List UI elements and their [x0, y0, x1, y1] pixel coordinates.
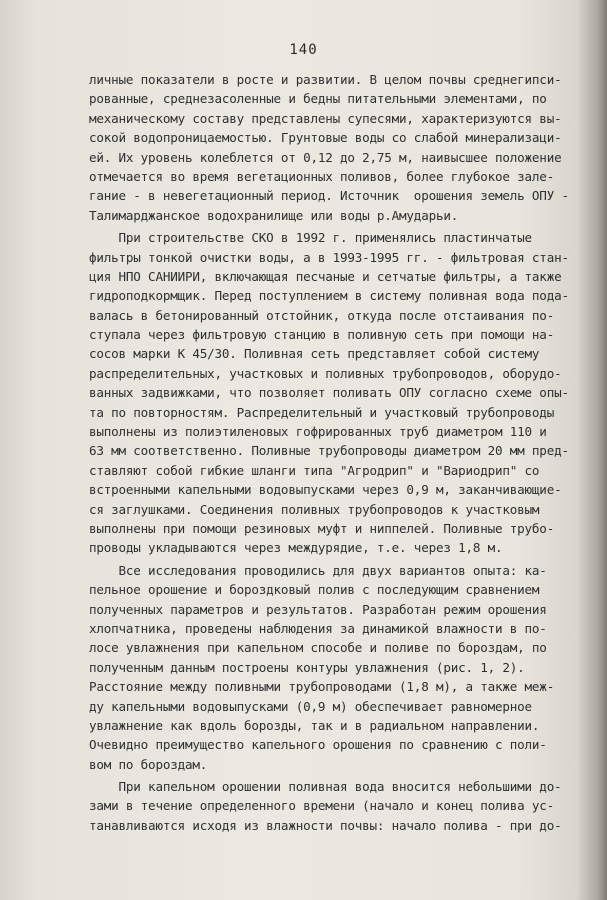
text-line: встроенными капельными водовыпусками через 0,9 м, заканчивающие-: [89, 482, 562, 498]
text-line: полученных параметров и результатов. Разработан режим орошения: [89, 601, 547, 617]
text-line: выполнены из полиэтиленовых гофрированных труб диаметром 110 и: [89, 424, 547, 440]
text-line: пельное орошение и бороздковый полив с последующим сравнением: [89, 582, 540, 598]
text-line: фильтры тонкой очистки воды, а в 1993-1995 гг. - фильтровая стан-: [89, 249, 569, 265]
text-line: гидроподкормщик. Перед поступлением в систему поливная вода пода-: [89, 288, 569, 304]
text-line: лосе увлажнения при капельном способе и поливе по бороздам, по: [89, 640, 547, 656]
paragraph-research: [89, 561, 569, 774]
text-line: валась в бетонированный отстойник, откуда после отстаивания по-: [89, 307, 555, 323]
text-line: Талимарджанское водохранилище или воды р.Амударьи.: [89, 207, 459, 223]
text-line: сосов марки К 45/30. Поливная сеть представляет собой систему: [89, 346, 540, 362]
text-line: Расстояние между поливными трубопроводами (1,8 м), а также меж-: [89, 679, 555, 695]
text-line: Все исследования проводились для двух вариантов опыта: ка-: [89, 562, 547, 578]
text-line: При капельном орошении поливная вода вносится небольшими до-: [89, 779, 562, 795]
text-line: выполнены при помощи резиновых муфт и ниппелей. Поливные трубо-: [89, 520, 555, 536]
text-line: танавливаются исходя из влажности почвы: начало полива - при до-: [89, 817, 562, 833]
text-line: вом по бороздам.: [89, 756, 208, 772]
text-line: проводы укладываются через междурядие, т.е. через 1,8 м.: [89, 540, 503, 556]
text-line: ция НПО САНИИРИ, включающая песчаные и сетчатые фильтры, а также: [89, 268, 562, 284]
paragraph-soil: [89, 70, 569, 225]
page-number: 140: [289, 42, 318, 58]
text-line: та по повторностям. Распределительный и участковый трубопроводы: [89, 404, 555, 420]
text-line: ванных задвижками, что позволяет поливать ОПУ согласно схеме опы-: [89, 385, 569, 401]
text-line: ся заглушками. Соединения поливных трубопроводов к участковым: [89, 501, 540, 517]
text-line: распределительных, участковых и поливных трубопроводов, оборудо-: [89, 365, 562, 381]
text-line: сокой водопроницаемостью. Грунтовые воды со слабой минерализаци-: [89, 130, 562, 146]
text-line: рованные, среднезасоленные и бедны питательными элементами, по: [89, 91, 547, 107]
text-line: Очевидно преимущество капельного орошения по сравнению с поли-: [89, 737, 547, 753]
text-line: гание - в невегетационный период. Источник орошения земель ОПУ -: [89, 188, 569, 204]
text-line: ей. Их уровень колеблется от 0,12 до 2,75 м, наивысшее положение: [89, 149, 562, 165]
text-line: ставляют собой гибкие шланги типа "Агродрип" и "Вариодрип" со: [89, 462, 540, 478]
text-line: отмечается во время вегетационных поливов, более глубокое зале-: [89, 168, 555, 184]
text-line: хлопчатника, проведены наблюдения за динамикой влажности в по-: [89, 620, 547, 636]
text-line: ду капельными водовыпусками (0,9 м) обеспечивает равномерное: [89, 698, 532, 714]
text-line: ступала через фильтровую станцию в поливную сеть при помощи на-: [89, 327, 555, 343]
text-line: При строительстве СКО в 1992 г. применялись пластинчатые: [89, 230, 532, 246]
text-line: полученным данным построены контуры увлажнения (рис. 1, 2).: [89, 659, 525, 675]
text-line: личные показатели в росте и развитии. В целом почвы среднегипси-: [89, 72, 562, 87]
body-text: [89, 70, 569, 835]
binding-shadow: [577, 0, 607, 900]
paragraph-drip: [89, 777, 569, 835]
text-line: зами в течение определенного времени (начало и конец полива ус-: [89, 798, 555, 814]
paragraph-construction: [89, 228, 569, 558]
text-line: увлажнение как вдоль борозды, так и в радиальном направлении.: [89, 717, 540, 733]
text-line: механическому составу представлены супесями, характеризуются вы-: [89, 110, 562, 126]
text-line: 63 мм соответственно. Поливные трубопроводы диаметром 20 мм пред-: [89, 443, 569, 459]
